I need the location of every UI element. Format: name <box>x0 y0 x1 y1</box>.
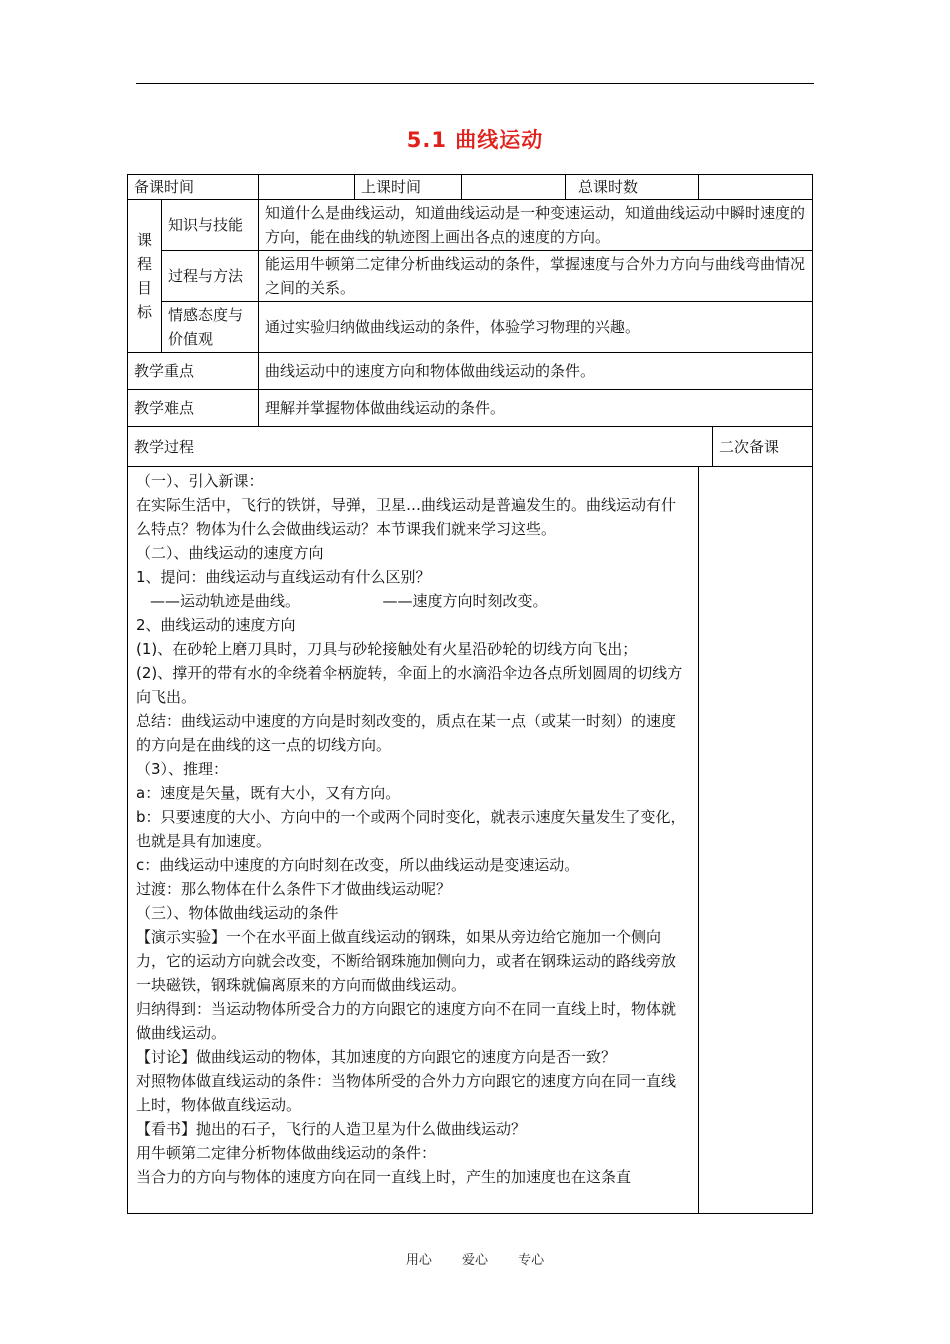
prep-time-value <box>259 175 355 200</box>
prep-time-label: 备课时间 <box>128 175 259 200</box>
total-hours-label: 总课时数 <box>566 175 699 200</box>
objective-row-process <box>128 251 813 302</box>
key-point-text: 曲线运动中的速度方向和物体做曲线运动的条件。 <box>259 353 813 390</box>
process-line: （三）、物体做曲线运动的条件 <box>136 904 339 922</box>
difficulty-text: 理解并掌握物体做曲线运动的条件。 <box>259 390 813 427</box>
objective-label-knowledge: 知识与技能 <box>162 200 259 251</box>
process-line: （一）、引入新课： <box>136 472 264 490</box>
process-label: 教学过程 <box>128 427 713 467</box>
process-line: 在实际生活中，飞行的铁饼，导弹，卫星…曲线运动是普遍发生的。曲线运动有什么特点？物体为什么会做曲线运动？本节课我们就来学习这些。 <box>136 496 677 538</box>
lesson-plan-table <box>127 174 813 1214</box>
process-content <box>128 467 699 1214</box>
process-line: 用牛顿第二定律分析物体做曲线运动的条件： <box>136 1144 437 1162</box>
objective-row-knowledge <box>128 200 813 251</box>
process-line: ——运动轨迹是曲线。 ——速度方向时刻改变。 <box>150 592 548 610</box>
process-line: （3）、推理： <box>136 760 229 778</box>
process-line: 【演示实验】一个在水平面上做直线运动的钢珠，如果从旁边给它施加一个侧向力，它的运动方向就会改变，不断给钢珠施加侧向力，或者在钢珠运动的路线旁放一块磁铁，钢珠就偏离原来的方向而做曲线运动。 <box>136 928 677 994</box>
process-line: 总结：曲线运动中速度的方向是时刻改变的，质点在某一点（或某一时刻）的速度的方向是在曲线的这一点的切线方向。 <box>136 712 677 754</box>
process-line: b：只要速度的大小、方向中的一个或两个同时变化，就表示速度矢量发生了变化，也就是具有加速度。 <box>136 808 686 850</box>
process-line: 当合力的方向与物体的速度方向在同一直线上时，产生的加速度也在这条直 <box>136 1168 632 1186</box>
process-line: a：速度是矢量，既有大小，又有方向。 <box>136 784 401 802</box>
process-header-row <box>128 427 813 467</box>
difficulty-label: 教学难点 <box>128 390 259 427</box>
process-line: 归纳得到：当运动物体所受合力的方向跟它的速度方向不在同一直线上时，物体就做曲线运动。 <box>136 1000 677 1042</box>
header-row <box>128 175 813 200</box>
second-prep-content <box>699 467 813 1214</box>
key-point-label: 教学重点 <box>128 353 259 390</box>
header-rule <box>136 83 814 84</box>
objectives-label: 课 程 目 标 <box>128 200 162 353</box>
objective-text-emotion: 通过实验归纳做曲线运动的条件，体验学习物理的兴趣。 <box>259 302 813 353</box>
total-hours-value <box>699 175 813 200</box>
key-point-row <box>128 353 813 390</box>
difficulty-row <box>128 390 813 427</box>
process-line: (1)、在砂轮上磨刀具时，刀具与砂轮接触处有火星沿砂轮的切线方向飞出； <box>136 640 638 658</box>
page-footer: 用心 爱心 专心 <box>405 1253 545 1268</box>
process-line: 对照物体做直线运动的条件：当物体所受的合外力方向跟它的速度方向在同一直线上时，物体做直线运动。 <box>136 1072 677 1114</box>
process-line: （二）、曲线运动的速度方向 <box>136 544 324 562</box>
process-line: c：曲线运动中速度的方向时刻在改变，所以曲线运动是变速运动。 <box>136 856 580 874</box>
process-line: (2)、撑开的带有水的伞绕着伞柄旋转，伞面上的水滴沿伞边各点所划圆周的切线方向飞出。 <box>136 664 683 706</box>
second-prep-label: 二次备课 <box>713 427 813 467</box>
objective-label-emotion: 情感态度与价值观 <box>162 302 259 353</box>
process-line: 【讨论】做曲线运动的物体，其加速度的方向跟它的速度方向是否一致？ <box>136 1048 617 1066</box>
class-time-value <box>462 175 566 200</box>
process-line: 2、曲线运动的速度方向 <box>136 616 296 634</box>
objective-text-knowledge: 知道什么是曲线运动，知道曲线运动是一种变速运动，知道曲线运动中瞬时速度的方向，能在曲线的轨迹图上画出各点的速度的方向。 <box>259 200 813 251</box>
process-line: 过渡：那么物体在什么条件下才做曲线运动呢？ <box>136 880 452 898</box>
objective-text-process: 能运用牛顿第二定律分析曲线运动的条件，掌握速度与合外力方向与曲线弯曲情况之间的关系。 <box>259 251 813 302</box>
process-content-row <box>128 467 813 1214</box>
objective-label-process: 过程与方法 <box>162 251 259 302</box>
process-line: 【看书】抛出的石子，飞行的人造卫星为什么做曲线运动？ <box>136 1120 527 1138</box>
objective-row-emotion <box>128 302 813 353</box>
class-time-label: 上课时间 <box>355 175 462 200</box>
page-title: 5.1 曲线运动 <box>406 128 544 152</box>
process-line: 1、提问：曲线运动与直线运动有什么区别？ <box>136 568 431 586</box>
